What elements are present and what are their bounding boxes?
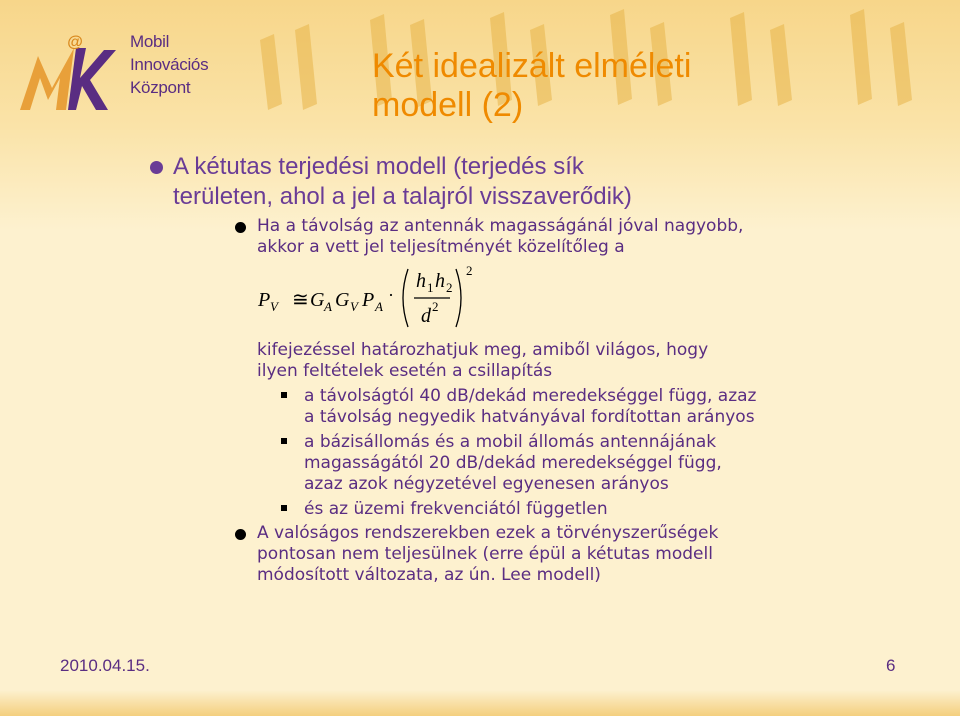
sub-item-1: [280, 386, 960, 428]
logo-line-2: Innovációs: [130, 55, 209, 74]
logo: [18, 28, 228, 118]
main-bullet-line-1: A kétutas terjedési modell (terjedés sík: [173, 153, 584, 180]
slide-title: [372, 47, 691, 125]
footer-date: 2010.04.15.: [60, 656, 150, 675]
sub-item-2-line-1: a bázisállomás és a mobil állomás antennájának: [304, 432, 717, 452]
sub-item-3-line-1: és az üzemi frekvenciától független: [304, 499, 608, 519]
sub-bullet-a-line-1: Ha a távolság az antennák magasságánál jóval nagyobb,: [257, 216, 744, 236]
formula-sub-v2: V: [350, 299, 358, 314]
slide-title-line-1: Két idealizált elméleti: [372, 47, 692, 85]
sub-bullet-b-line-2: pontosan nem teljesülnek (erre épül a kétutas modell: [257, 544, 713, 564]
sub-item-3: [280, 499, 960, 520]
sub-item-1-line-1: a távolságtól 40 dB/dekád meredekséggel függ, azaz: [304, 386, 757, 406]
formula-sub-a2: A: [375, 299, 383, 314]
sub-item-2-line-2: magasságától 20 dB/dekád meredekséggel függ,: [304, 453, 722, 473]
formula-sub-v: V: [270, 299, 278, 314]
formula-d: d: [421, 305, 431, 327]
formula-d-exponent: 2: [432, 299, 439, 314]
formula-outer-exponent: 2: [466, 263, 473, 278]
formula-g: G: [310, 289, 325, 311]
sub-bullet-b: [230, 523, 960, 586]
body-text-2: [0, 340, 960, 586]
sub-bullet-a: [230, 216, 960, 258]
body-text: [0, 216, 960, 258]
formula-sub-1: 1: [427, 280, 434, 295]
sub-bullet-b-line-3: módosított változata, az ún. Lee modell): [257, 565, 601, 585]
formula-gv: G: [335, 289, 350, 311]
bullet-dot: [235, 222, 246, 233]
formula-sub-a: A: [324, 299, 332, 314]
footer-band: [0, 690, 960, 716]
sub-bullet-a-line-2: akkor a vett jel teljesítményét közelítőleg a: [257, 237, 625, 257]
formula-approx: ≅: [292, 289, 309, 311]
explanation-line-2: ilyen feltételek esetén a csillapítás: [257, 361, 553, 381]
explanation-line-1: kifejezéssel határozhatjuk meg, amiből világos, hogy: [257, 340, 709, 360]
formula-pa: P: [362, 289, 375, 311]
sub-item-2-line-3: azaz azok négyzetével egyenesen arányos: [304, 474, 669, 494]
sub-bullet-b-line-1: A valóságos rendszerekben ezek a törvényszerűségek: [257, 523, 719, 543]
content: [150, 152, 940, 212]
formula-h1: h: [416, 270, 426, 292]
sub-item-2: [280, 432, 960, 495]
square-bullet: [281, 505, 287, 511]
power-formula: [258, 263, 488, 333]
main-bullet-item: [150, 152, 940, 212]
slide-title-line-2: modell (2): [372, 86, 524, 124]
square-bullet: [281, 392, 287, 398]
square-bullet: [281, 438, 287, 444]
formula-dot: ·: [388, 285, 394, 305]
page-number: 6: [886, 656, 896, 675]
logo-line-1: Mobil: [130, 32, 170, 51]
logo-at-sign: @: [67, 34, 83, 51]
formula-h2: h: [435, 270, 445, 292]
formula-p: P: [258, 289, 271, 311]
bullet-dot: [150, 161, 163, 174]
formula-sub-2: 2: [446, 280, 453, 295]
sub-item-1-line-2: a távolság negyedik hatványával fordítottan arányos: [304, 407, 755, 427]
logo-line-3: Központ: [130, 78, 191, 97]
bullet-dot: [235, 529, 246, 540]
main-bullet-line-2: területen, ahol a jel a talajról visszaverődik): [173, 183, 632, 210]
